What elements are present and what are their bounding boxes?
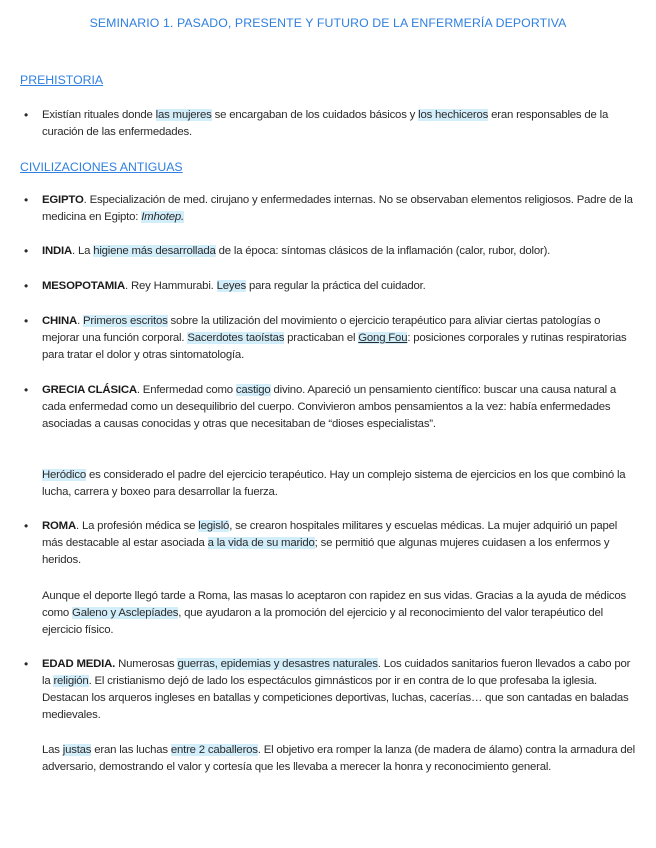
- list-item-grecia: [20, 382, 636, 433]
- highlight: Gong Fou: [358, 332, 408, 344]
- page-title: SEMINARIO 1. PASADO, PRESENTE Y FUTURO DE LA ENFERMERÍA DEPORTIVA: [89, 16, 567, 30]
- bullet-icon: •: [24, 244, 29, 258]
- highlight: Galeno y Asclepíades: [72, 607, 179, 619]
- item-text: Existían rituales donde las mujeres se encargaban de los cuidados básicos y los hechiceros eran responsables de la curación de las enfermedades.: [42, 109, 609, 138]
- highlight: Heródico: [42, 469, 86, 481]
- bullet-icon: •: [24, 314, 29, 328]
- highlight: legisló: [198, 520, 230, 532]
- paragraph-herodico: Heródico es considerado el padre del ejercicio terapéutico. Hay un complejo sistema de ejercicios en los que combinó la lucha, carrera y boxeo para desarrollar la fuerza.: [42, 469, 626, 498]
- highlight: Leyes: [216, 280, 246, 292]
- bullet-icon: •: [24, 193, 29, 207]
- item-text: CHINA. Primeros escritos sobre la utilización del movimiento o ejercicio terapéutico para aliviar ciertas patologías o mejorar una función corporal. Sacerdotes taoístas practicaban el Gong Fou: posiciones corporales y rutinas respiratorias para tratar el dolor y otras sintomatología.: [42, 315, 627, 361]
- bullet-icon: •: [24, 383, 29, 397]
- highlight: religión: [53, 675, 89, 687]
- highlight: Primeros escritos: [83, 315, 168, 327]
- highlight: higiene más desarrollada: [93, 245, 216, 257]
- highlight: guerras, epidemias y desastres naturales: [177, 658, 378, 670]
- bullet-icon: •: [24, 519, 29, 533]
- list-item-india: [20, 243, 636, 260]
- list-item-mesopotamia: [20, 278, 636, 295]
- highlight: Imhotep.: [141, 211, 184, 223]
- paragraph-roma-deporte: Aunque el deporte llegó tarde a Roma, las masas lo aceptaron con rapidez en sus vidas. Gracias a la ayuda de médicos como Galeno y Asclepíades, que ayudaron a la promoción del ejercicio y al reconocimiento del valor terapéutico del ejercicio físico.: [42, 590, 627, 636]
- section-heading-prehistoria: PREHISTORIA: [20, 73, 104, 87]
- highlight: las mujeres: [155, 109, 212, 121]
- highlight: castigo: [235, 384, 271, 396]
- highlight: los hechiceros: [418, 109, 489, 121]
- list-item-china: [20, 313, 636, 364]
- highlight: Sacerdotes taoístas: [187, 332, 285, 344]
- highlight: justas: [62, 744, 92, 756]
- highlight: entre 2 caballeros: [170, 744, 258, 756]
- section-heading-civilizaciones: CIVILIZACIONES ANTIGUAS: [20, 160, 183, 174]
- list-item-roma: [20, 518, 636, 569]
- item-text: ROMA. La profesión médica se legisló, se crearon hospitales militares y escuelas médicas. La mujer adquirió un papel más destacable al estar asociada a la vida de su marido; se permitió que algunas mujeres cuidasen a los enfermos y heridos.: [42, 520, 618, 566]
- list-item-egipto: [20, 192, 636, 226]
- list-item-edad-media: [20, 656, 636, 724]
- bullet-icon: •: [24, 657, 29, 671]
- item-text: INDIA. La higiene más desarrollada de la época: síntomas clásicos de la inflamación (calor, rubor, dolor).: [42, 245, 551, 257]
- list-item-prehistoria: [20, 107, 636, 141]
- bullet-icon: •: [24, 279, 29, 293]
- paragraph-justas: Las justas eran las luchas entre 2 caballeros. El objetivo era romper la lanza (de madera de álamo) contra la armadura del adversario, demostrando el valor y cortesía que les llevaba a merecer la honra y reconocimiento general.: [42, 744, 635, 773]
- item-text: GRECIA CLÁSICA. Enfermedad como castigo divino. Apareció un pensamiento científico: buscar una causa natural a cada enfermedad como un desequilibrio del cuerpo. Convivieron ambos pensamientos a la vez: había enfermedades asociadas a causas conocidas y otras que necesitaban de “dioses especialistas”.: [42, 384, 617, 430]
- item-text: EGIPTO. Especialización de med. cirujano y enfermedades internas. No se observaban elementos religiosos. Padre de la medicina en Egipto: Imhotep.: [42, 194, 633, 223]
- item-text: MESOPOTAMIA. Rey Hammurabi. Leyes para regular la práctica del cuidador.: [42, 280, 426, 292]
- item-text: EDAD MEDIA. Numerosas guerras, epidemias y desastres naturales. Los cuidados sanitarios fueron llevados a cabo por la religión. El cristianismo dejó de lado los espectáculos gimnásticos por ir en contra de lo que profesaba la iglesia. Destacan los arqueros ingleses en batallas y competiciones deportivas, luchas, cacerías… que son cantadas en baladas medievales.: [42, 658, 631, 721]
- highlight: a la vida de su marido: [207, 537, 315, 549]
- bullet-icon: •: [24, 108, 29, 122]
